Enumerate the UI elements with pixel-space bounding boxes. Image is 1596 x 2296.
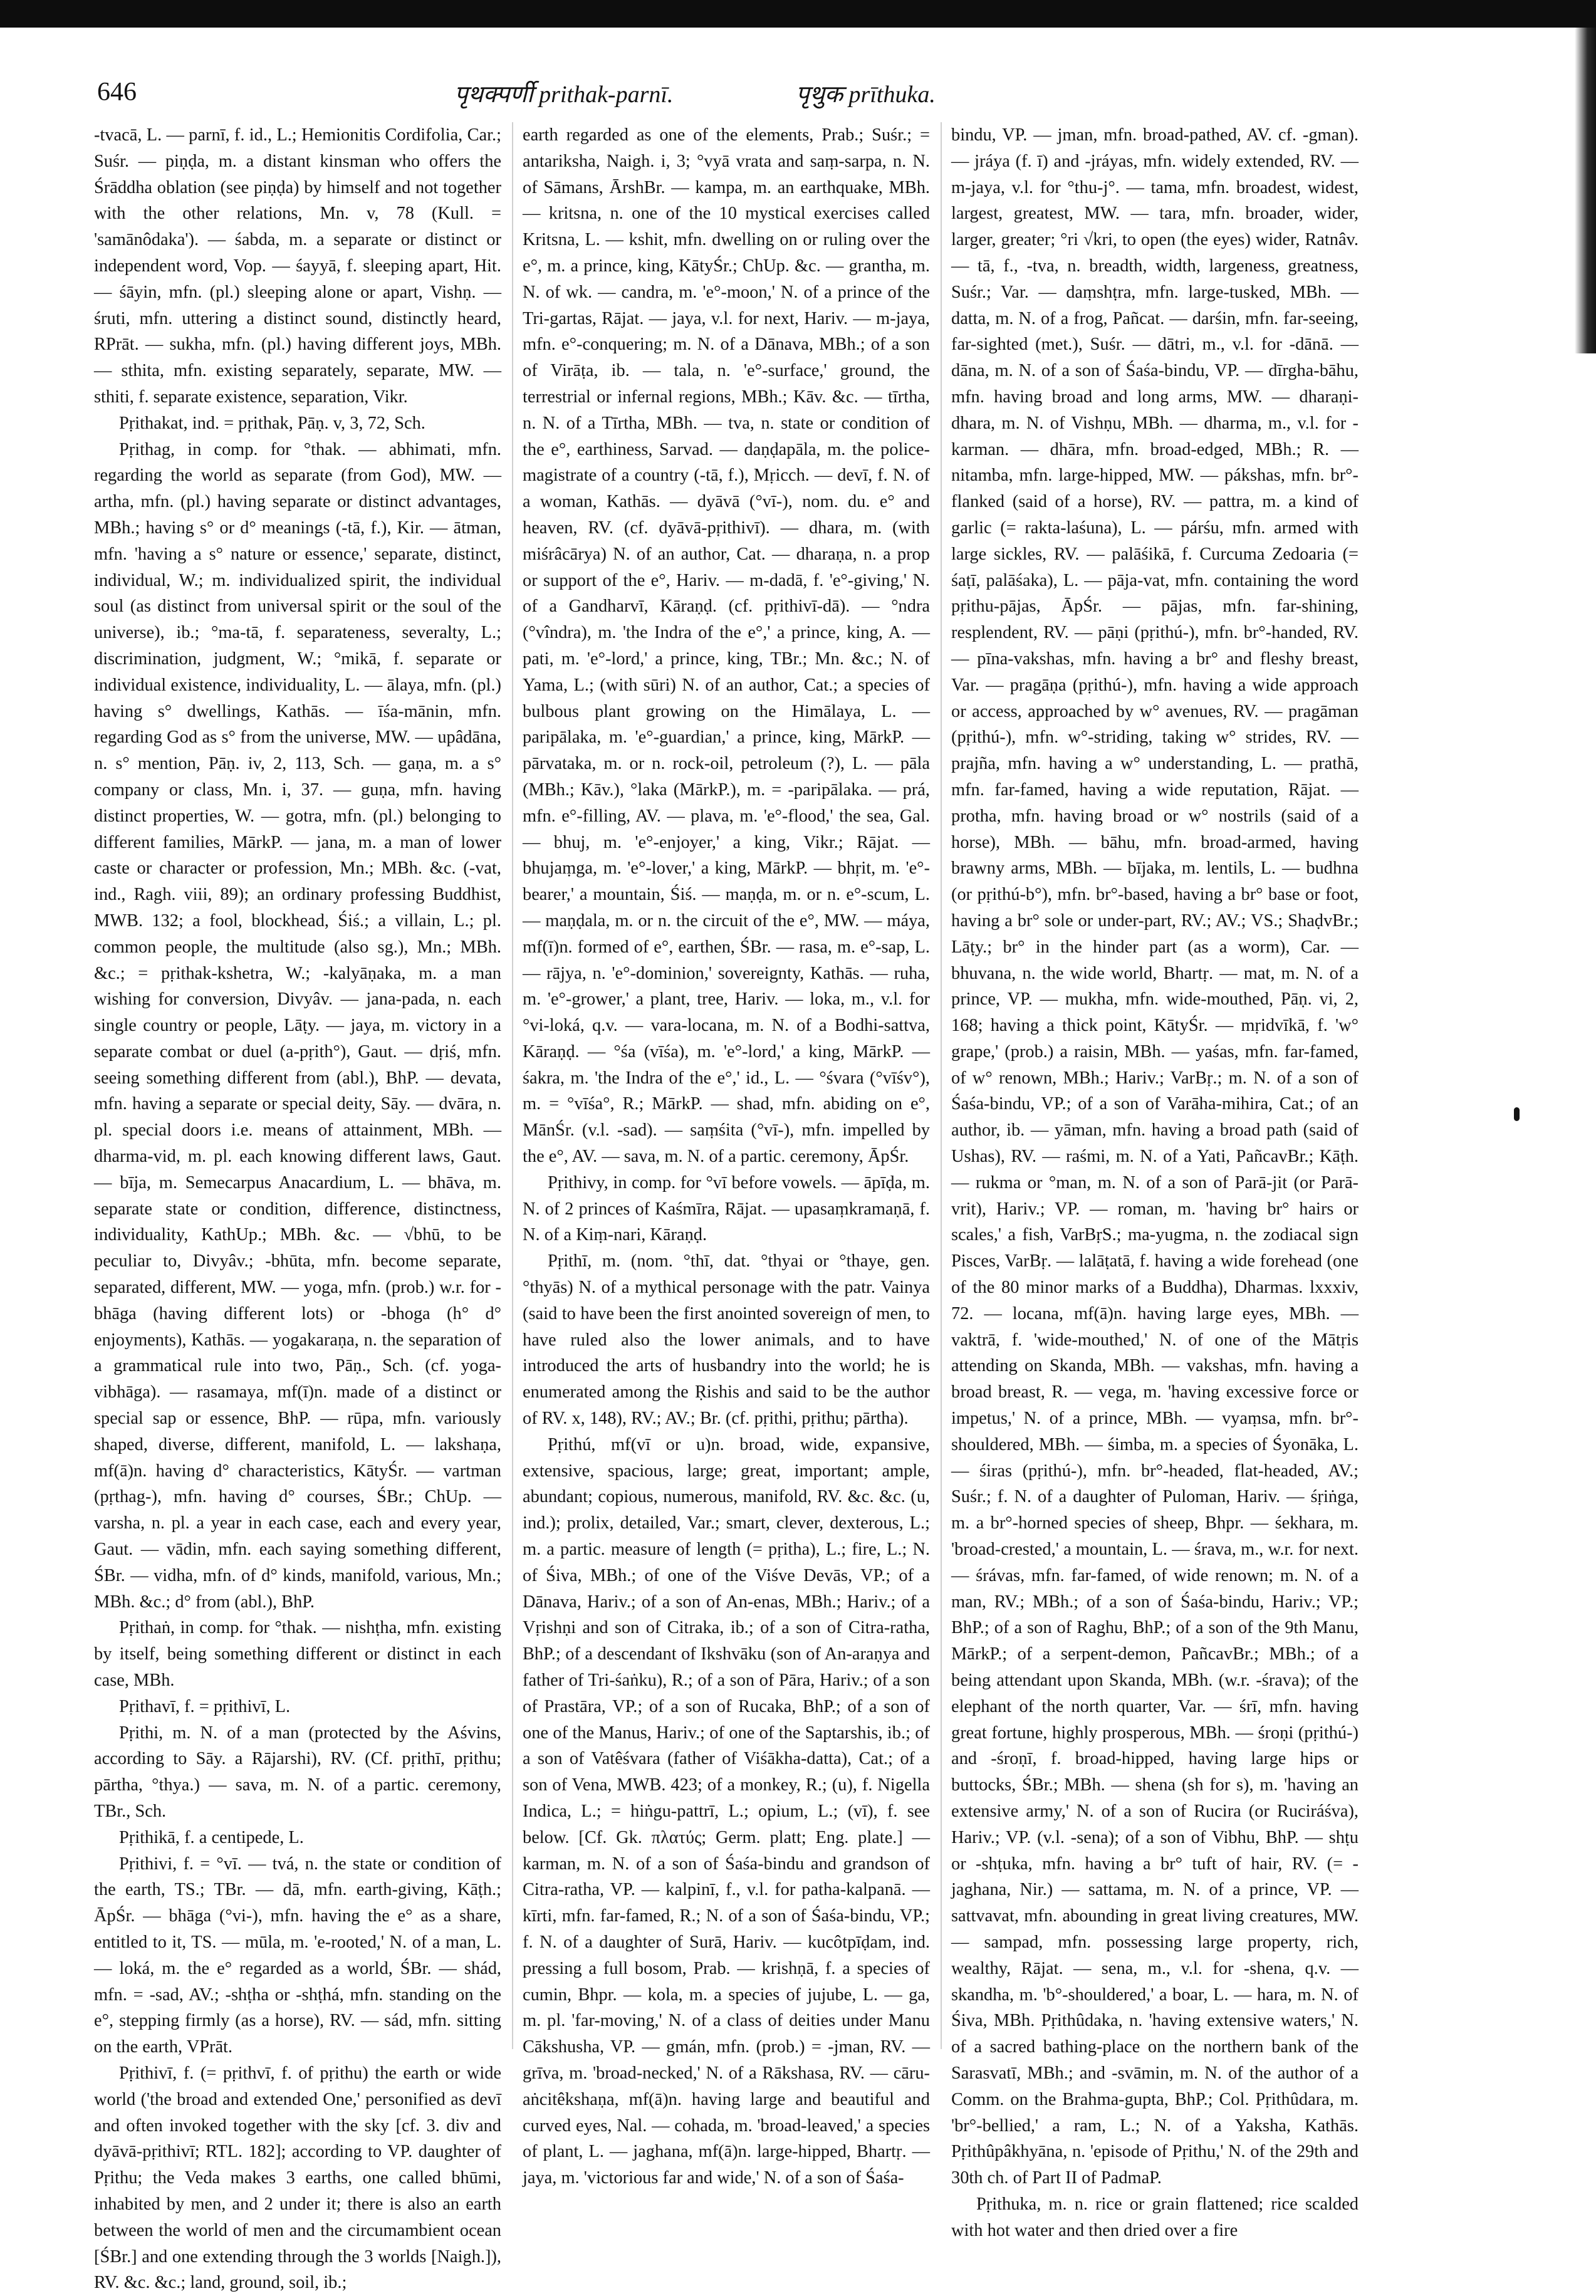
dictionary-column-1 (94, 122, 501, 2293)
scan-right-edge-shadow (1575, 28, 1596, 353)
entry-paragraph: Pṛithī, m. (nom. °thī, dat. °thyai or °thaye, gen. °thyās) N. of a mythical personage with the patr. Vainya (said to have been the first anointed sovereign of men, to have ruled also the lower animals, and to have introduced the arts of husbandry into the world; he is enumerated among the Ṛishis and said to be the author of RV. x, 148), RV.; AV.; Br. (cf. pṛithi, pṛithu; pārtha). (523, 1251, 930, 1429)
entry-paragraph: earth regarded as one of the elements, Prab.; Suśr.; = antariksha, Naigh. i, 3; °vyā vrata and saṃ-sarpa, n. N. of Sāmans, ĀrshBr. — kampa, m. an earthquake, MBh. — kritsna, n. one of the 10 mystical exercises called Kritsna, L. — kshit, mfn. dwelling on or ruling over the e°, m. a prince, king, KātyŚr.; ChUp. &c. — grantha, m. N. of wk. — candra, m. 'e°-moon,' N. of a prince of the Tri-gartas, Rājat. — jaya, v.l. for next, Hariv. — m-jaya, mfn. e°-conquering; m. N. of a Dānava, MBh.; of a son of Virāṭa, ib. — tala, n. 'e°-surface,' ground, the terrestrial or infernal regions, MBh.; Kāv. &c. — tīrtha, n. N. of a Tīrtha, MBh. — tva, n. state or condition of the e°, earthiness, Sarvad. — daṇḍapāla, m. the police-magistrate of a country (-tā, f.), Mṛicch. — devī, f. N. of a woman, Kathās. — dyāvā (°vī-), nom. du. e° and heaven, RV. (cf. dyāvā-pṛithivī). — dhara, m. (with miśrâcārya) N. of an author, Cat. — dharaṇa, n. a prop or support of the e°, Hariv. — m-dadā, f. 'e°-giving,' N. of a Gandharvī, Kāraṇḍ. (cf. pṛithivī-dā). — °ndra (°vîndra), m. 'the Indra of the e°,' a prince, king, A. — pati, m. 'e°-lord,' a prince, king, TBr.; Mn. &c.; N. of Yama, L.; (with sūri) N. of an author, Cat.; a species of bulbous plant growing on the Himālaya, L. — paripālaka, m. 'e°-guardian,' a prince, king, MārkP. — pārvataka, m. or n. rock-oil, petroleum (?), L. — pāla (MBh.; Kāv.), °laka (MārkP.), m. = -paripālaka. — prá, mfn. e°-filling, AV. — plava, m. 'e°-flood,' the sea, Gal. — bhuj, m. 'e°-enjoyer,' a king, Vikr.; Rājat. — bhujaṃga, m. 'e°-lover,' a king, MārkP. — bhṛit, m. 'e°-bearer,' a mountain, Śiś. — maṇḍa, m. or n. e°-scum, L. — maṇḍala, m. or n. the circuit of the e°, MW. — máya, mf(ī)n. formed of e°, earthen, ŚBr. — rasa, m. e°-sap, L. — rājya, n. 'e°-dominion,' sovereignty, Kathās. — ruha, m. 'e°-grower,' a plant, tree, Hariv. — loka, m., v.l. for °vi-loká, q.v. — vara-locana, m. N. of a Bodhi-sattva, Kāraṇḍ. — °śa (vīśa), m. 'e°-lord,' a king, MārkP. — śakra, m. 'the Indra of the e°,' id., L. — °śvara (°vīśv°), m. = °vīśa°, R.; MārkP. — shad, mfn. abiding on e°, MānŚr. (v.l. -sad). — saṃśita (°vī-), mfn. impelled by the e°, AV. — sava, m. N. of a partic. ceremony, ĀpŚr. (523, 125, 930, 1167)
entry-paragraph: Pṛithi, m. N. of a man (protected by the Aśvins, according to Sāy. a Rājarshi), RV. (Cf. pṛithī, pṛithu; pārtha, °thya.) — sava, m. N. of a partic. ceremony, TBr., Sch. (94, 1723, 501, 1821)
right-running-head: पृथुक prīthuka. (796, 81, 936, 108)
left-running-head: पृथक्पर्णी prithak-parnī. (454, 81, 674, 108)
entry-paragraph: Pṛithú, mf(vī or u)n. broad, wide, expansive, extensive, spacious, large; great, important; ample, abundant; copious, numerous, manifold, RV. &c. &c. (u, ind.); prolix, detailed, Var.; smart, clever, dexterous, L.; m. a partic. measure of length (= pṛitha), L.; fire, L.; N. of Śiva, MBh.; of one of the Viśve Devās, VP.; of a Dānava, Hariv.; of a son of An-enas, MBh.; Hariv.; of a Vṛishṇi and son of Citraka, ib.; of a son of Citra-ratha, BhP.; of a descendant of Ikshvāku (son of An-araṇya and father of Tri-śaṅku), R.; of a son of Pāra, Hariv.; of a son of Prastāra, VP.; of a son of Rucaka, BhP.; of a son of one of the Manus, Hariv.; of one of the Saptarshis, ib.; of a son of Vatêśvara (father of Viśākha-datta), Cat.; of a son of Vena, MWB. 423; of a monkey, R.; (u), f. Nigella Indica, L.; = hiṅgu-pattrī, L.; opium, L.; (vī), f. see below. [Cf. Gk. πλατύς; Germ. platt; Eng. plate.] — karman, m. N. of a son of Śaśa-bindu and grandson of Citra-ratha, VP. — kalpinī, f., v.l. for patha-kalpanā. — kīrti, mfn. far-famed, R.; N. of a son of Śaśa-bindu, VP.; f. N. of a daughter of Surā, Hariv. — kucôtpīḍam, ind. pressing a full bosom, Prab. — krishṇā, f. a species of cumin, Bhpr. — kola, m. a species of jujube, L. — ga, m. pl. 'far-moving,' N. of a class of deities under Manu Cākshusha, VP. — gmán, mfn. (prob.) = -jman, RV. — grīva, m. 'broad-necked,' N. of a Rākshasa, RV. — cāru-aṅcitêkshaṇa, mf(ā)n. having large and beautiful and curved eyes, Nal. — cohada, m. 'broad-leaved,' a species of plant, L. — jaghana, mf(ā)n. large-hipped, Bhartṛ. — jaya, m. 'victorious far and wide,' N. of a son of Śaśa- (523, 1434, 930, 2188)
page-header (81, 72, 1502, 116)
entry-paragraph: Pṛithaṅ, in comp. for °thak. — nishṭha, mfn. existing by itself, being something different or distinct in each case, MBh. (94, 1618, 501, 1691)
page-number: 646 (97, 78, 137, 107)
entry-paragraph: bindu, VP. — jman, mfn. broad-pathed, AV. cf. -gman). — jráya (f. ī) and -jráyas, mfn. widely extended, RV. — m-jaya, v.l. for °thu-j°. — tama, mfn. broadest, widest, largest, greatest, MW. — tara, mfn. broader, wider, larger, greater; °ri √kri, to open (the eyes) wider, Ratnâv. — tā, f., -tva, n. breadth, width, largeness, greatness, Suśr.; Var. — daṃshṭra, mfn. large-tusked, MBh. — datta, m. N. of a frog, Pañcat. — darśin, mfn. far-seeing, far-sighted (met.), Suśr. — dātri, m., v.l. for -dānā. — dāna, m. N. of a son of Śaśa-bindu, VP. — dīrgha-bāhu, mfn. having broad and long arms, MW. — dharaṇi-dhara, m. N. of Vishṇu, MBh. — dharma, m., v.l. for -karman. — dhāra, mfn. broad-edged, MBh.; R. — nitamba, mfn. large-hipped, MW. — pákshas, mfn. br°-flanked (said of a horse), RV. — pattra, m. a kind of garlic (= rakta-laśuna), L. — párśu, mfn. armed with large sickles, RV. — palāśikā, f. Curcuma Zedoaria (= śaṭī, palāśaka), L. — pāja-vat, mfn. containing the word pṛithu-pājas, ĀpŚr. — pājas, mfn. far-shining, resplendent, RV. — pāṇi (pṛithú-), mfn. br°-handed, RV. — pīna-vakshas, mfn. having a br° and fleshy breast, Var. — pragāṇa (pṛithú-), mfn. having a wide approach or access, approached by w° avenues, RV. — pragāman (pṛithú-), mfn. w°-striding, taking w° strides, RV. — prajña, mfn. having a w° understanding, L. — prathā, mfn. far-famed, having a wide reputation, Rājat. — protha, mfn. having broad or w° nostrils (said of a horse), MBh. — bāhu, mfn. broad-armed, having brawny arms, MBh. — bījaka, m. lentils, L. — budhna (or pṛithú-b°), mfn. br°-based, having a br° base or foot, having a br° sole or under-part, RV.; AV.; VS.; ShaḍvBr.; Lāṭy.; br° in the hinder part (as a worm), Car. — bhuvana, n. the wide world, Bhartṛ. — mat, m. N. of a prince, VP. — mukha, mfn. wide-mouthed, Pāṇ. vi, 2, 168; having a thick point, KātyŚr. — mṛidvīkā, f. 'w° grape,' (prob.) a raisin, MBh. — yaśas, mfn. far-famed, of w° renown, MBh.; Hariv.; VarBṛ.; m. N. of a son of Śaśa-bindu, VP.; of a son of Varāha-mihira, Cat.; of an author, ib. — yāman, mfn. having a broad path (said of Ushas), RV. — raśmi, m. N. of a Yati, PañcavBr.; Kāṭh. — rukma or °man, m. N. of a son of Parā-jit (or Parā-vrit), Hariv.; VP. — roman, m. 'having br° hairs or scales,' a fish, VarBṛS.; ma-yugma, n. the zodiacal sign Pisces, VarBṛ. — lalāṭatā, f. having a wide forehead (one of the 80 minor marks of a Buddha), Dharmas. lxxxiv, 72. — locana, mf(ā)n. having large eyes, MBh. — vaktrā, f. 'wide-mouthed,' N. of one of the Mātṛis attending on Skanda, MBh. — vakshas, mfn. having a broad breast, R. — vega, m. 'having excessive force or impetus,' N. of a prince, MBh. — vyaṃsa, mfn. br°-shouldered, MBh. — śimba, m. a species of Śyonāka, L. — śiras (pṛithú-), mfn. br°-headed, flat-headed, AV.; Suśr.; f. N. of a daughter of Puloman, Hariv. — śṛiṅga, m. a br°-horned species of sheep, Bhpr. — śekhara, m. 'broad-crested,' a mountain, L. — śrava, m., w.r. for next. — śrávas, mfn. far-famed, of wide renown; m. N. of a man, RV.; MBh.; of a son of Śaśa-bindu, Hariv.; VP.; BhP.; of a son of Raghu, BhP.; of a son of the 9th Manu, MārkP.; of a serpent-demon, PañcavBr.; MBh.; of a being attendant upon Skanda, MBh. (w.r. -śrava); of the elephant of the north quarter, Var. — śrī, mfn. having great fortune, highly prosperous, MBh. — śroṇi (pṛithú-) and -śroṇī, f. broad-hipped, having large hips or buttocks, ŚBr.; MBh. — shena (sh for s), m. 'having an extensive army,' N. of a son of Rucira (or Ruciráśva), Hariv.; VP. (v.l. -sena); of a son of Vibhu, BhP. — shṭu or -shṭuka, mfn. having a br° tuft of hair, RV. (= -jaghana, Nir.) — sattama, m. N. of a prince, VP. — sattvavat, mfn. abounding in great living creatures, MW. — sampad, mfn. possessing large property, rich, wealthy, Rājat. — sena, m., v.l. for -shena, q.v. — skandha, m. 'b°-shouldered,' a boar, L. — hara, m. N. of Śiva, MBh. Pṛithûdaka, n. 'having extensive waters,' N. of a sacred bathing-place on the northern bank of the Sarasvatī, MBh.; and -svāmin, m. N. of the author of a Comm. on the Brahma-gupta, BhP.; Col. Pṛithûdara, m. 'br°-bellied,' a ram, L.; N. of a Yaksha, Kathās. Pṛithûpâkhyāna, n. 'episode of Pṛithu,' N. of the 29th and 30th ch. of Part II of PadmaP. (951, 125, 1359, 2188)
scan-top-border (0, 0, 1596, 28)
dictionary-column-3 (951, 122, 1359, 2240)
entry-paragraph: Pṛithakat, ind. = pṛithak, Pāṇ. v, 3, 72, Sch. (119, 413, 425, 433)
entry-paragraph: Pṛithivy, in comp. for °vī before vowels. — āpīḍa, m. N. of 2 princes of Kaśmīra, Rājat. — upasaṃkramaṇā, f. N. of a Kiṃ-nari, Kāraṇḍ. (523, 1172, 930, 1245)
entry-paragraph: Pṛithuka, m. n. rice or grain flattened; rice scalded with hot water and then dried over a fire (951, 2194, 1359, 2240)
entry-paragraph: Pṛithavī, f. = pṛithivī, L. (119, 1696, 291, 1716)
dictionary-column-2 (523, 122, 930, 2188)
column-divider (512, 122, 513, 2049)
entry-paragraph: Pṛithivī, f. (= pṛithvī, f. of pṛithu) the earth or wide world ('the broad and extended One,' personified as devī and often invoked together with the sky [cf. 3. div and dyāvā-pṛithivī; RTL. 182]; according to VP. daughter of Pṛithu; the Veda makes 3 earths, one called bhūmi, inhabited by men, and 2 under it; there is also an earth between the world of men and the circumambient ocean [ŚBr.] and one extending through the 3 worlds [Naigh.]), RV. &c. &c.; land, ground, soil, ib.; (94, 2063, 501, 2293)
margin-mark (1514, 1107, 1520, 1121)
entry-paragraph: -tvacā, L. — parnī, f. id., L.; Hemionitis Cordifolia, Car.; Suśr. — piṇḍa, m. a distant kinsman who offers the Śrāddha oblation (see piṇḍa) by himself and not together with the other relations, Mn. v, 78 (Kull. = 'samānôdaka'). — śabda, m. a separate or distinct or independent word, Vop. — śayyā, f. sleeping apart, Hit. — śāyin, mfn. (pl.) sleeping alone or apart, Vishṇ. — śruti, mfn. uttering a distinct sound, distinctly heard, RPrāt. — sukha, mfn. (pl.) having different joys, MBh. — sthita, mfn. existing separately, separate, MW. — sthiti, f. separate existence, separation, Vikr. (94, 125, 501, 407)
column-divider (941, 122, 942, 2049)
entry-paragraph: Pṛithikā, f. a centipede, L. (119, 1827, 304, 1847)
entry-paragraph: Pṛithag, in comp. for °thak. — abhimati, mfn. regarding the world as separate (from God), MW. — artha, mfn. (pl.) having separate or distinct advantages, MBh.; having s° or d° meanings (-tā, f.), Kir. — ātman, mfn. 'having a s° nature or essence,' separate, distinct, individual, W.; m. individualized spirit, the individual soul (as distinct from universal spirit or the soul of the universe), ib.; °ma-tā, f. separateness, severalty, L.; discrimination, judgment, W.; °mikā, f. separate or individual existence, individuality, L. — ālaya, mfn. (pl.) having s° dwellings, Kathās. — īśa-mānin, mfn. regarding God as s° from the universe, MW. — upâdāna, n. s° mention, Pāṇ. iv, 2, 113, Sch. — gaṇa, m. a s° company or class, Mn. i, 37. — guṇa, mfn. having distinct properties, W. — gotra, mfn. (pl.) belonging to different families, MārkP. — jana, m. a man of lower caste or character or profession, Mn.; MBh. &c. (-vat, ind., Ragh. viii, 89); an ordinary professing Buddhist, MWB. 132; a fool, blockhead, Śiś.; a villain, L.; pl. common people, the multitude (also sg.), Mn.; MBh. &c.; = pṛithak-kshetra, W.; -kalyāṇaka, m. a man wishing for conversion, Divyâv. — jana-pada, n. each single country or people, Lāṭy. — jaya, m. victory in a separate combat or duel (a-pṛith°), Gaut. — dṛiś, mfn. seeing something different from (abl.), BhP. — devata, mfn. having a separate or special deity, Sāy. — dvāra, n. pl. special doors i.e. means of attainment, MBh. — dharma-vid, m. pl. each knowing different laws, Gaut. — bīja, m. Semecarpus Anacardium, L. — bhāva, m. separate state or condition, difference, distinctness, individuality, KathUp.; MBh. &c. — √bhū, to be peculiar to, Divyâv.; -bhūta, mfn. become separate, separated, different, MW. — yoga, mfn. (prob.) w.r. for -bhāga (having different lots) or -bhoga (h° d° enjoyments), Kathās. — yogakaraṇa, n. the separation of a grammatical rule into two, Pāṇ., Sch. (cf. yoga-vibhāga). — rasamaya, mf(ī)n. made of a distinct or special sap or essence, BhP. — rūpa, mfn. variously shaped, diverse, different, manifold, L. — lakshaṇa, mf(ā)n. having d° characteristics, KātyŚr. — vartman (pṛthag-), mfn. having d° courses, ŚBr.; ChUp. — varsha, n. pl. a year in each case, each and every year, Gaut. — vādin, mfn. each saying something different, ŚBr. — vidha, mfn. of d° kinds, manifold, various, Mn.; MBh. &c.; d° from (abl.), BhP. (94, 439, 501, 1612)
entry-paragraph: Pṛithivi, f. = °vī. — tvá, n. the state or condition of the earth, TS.; TBr. — dā, mfn. earth-giving, Kāṭh.; ĀpŚr. — bhāga (°vi-), mfn. having the e° as a share, entitled to it, TS. — mūla, m. 'e-rooted,' N. of a man, L. — loká, m. the e° regarded as a world, ŚBr. — shád, mfn. = -sad, AV.; -shṭha or -shṭhá, mfn. standing on the e°, stepping firmly (as a horse), RV. — sád, mfn. sitting on the earth, VPrāt. (94, 1854, 501, 2057)
